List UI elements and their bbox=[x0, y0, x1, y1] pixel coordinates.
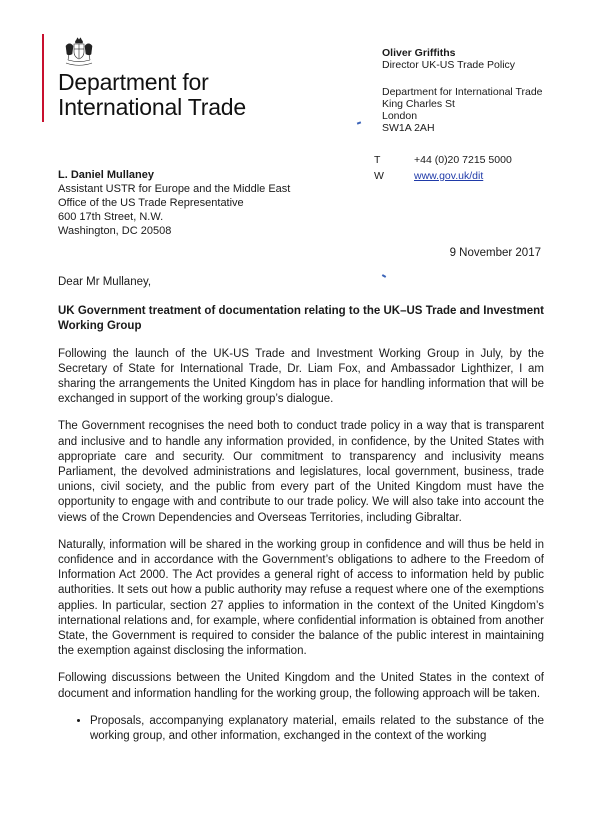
body-paragraph: Naturally, information will be shared in the working group in confidence and will thus be held in confidence and in accordance with the Government’s obligations to adhere to the Freedom of Information Act 2000. The Act provides a general right of access to information held by public authorities. It sets out how a public authority may refuse a request where one of the exemptions applies. In particular, section 27 applies to information in the context of the United Kingdom’s international relations and, for example, where confidential information is obtained from another State, the Government is required to consider the balance of the public interest in maintaining the exemption against disclosing the information. bbox=[58, 538, 544, 658]
scan-mark bbox=[357, 121, 361, 124]
letter-body bbox=[58, 275, 544, 744]
address-line: King Charles St bbox=[382, 98, 455, 110]
recipient-line: Office of the US Trade Representative bbox=[58, 197, 244, 209]
salutation: Dear Mr Mullaney, bbox=[58, 276, 152, 288]
web-row bbox=[374, 168, 512, 184]
department-name-line1: Department for bbox=[58, 69, 209, 95]
sender-name: Oliver Griffiths bbox=[382, 47, 456, 59]
recipient-line: Washington, DC 20508 bbox=[58, 225, 172, 237]
phone-row bbox=[374, 152, 512, 168]
bullet-list bbox=[58, 714, 544, 744]
website-link[interactable]: www.gov.uk/dit bbox=[414, 170, 484, 182]
body-paragraph: Following discussions between the United Kingdom and the United States in the context of document and information handling for the working group, the following approach will be taken. bbox=[58, 672, 544, 700]
department-name-line2: International Trade bbox=[58, 94, 246, 120]
contact-block bbox=[374, 152, 512, 184]
recipient-line: Assistant USTR for Europe and the Middle East bbox=[58, 183, 291, 195]
body-paragraph: Following the launch of the UK-US Trade and Investment Working Group in July, by the Secretary of State for International Trade, Dr. Liam Fox, and Ambassador Lighthizer, I am sharing the arrangements the United Kingdom has in place for handling information that will be exchanged in support of the working group’s dialogue. bbox=[58, 347, 544, 406]
brand-red-bar bbox=[42, 34, 44, 122]
recipient-line: 600 17th Street, N.W. bbox=[58, 211, 164, 223]
royal-coat-of-arms-icon bbox=[60, 36, 98, 70]
sender-title: Director UK-US Trade Policy bbox=[382, 59, 516, 71]
recipient-block bbox=[58, 168, 290, 238]
letter-date: 9 November 2017 bbox=[449, 247, 541, 259]
phone-label: T bbox=[374, 154, 381, 166]
address-line: SW1A 2AH bbox=[382, 122, 435, 134]
sender-block bbox=[382, 47, 515, 71]
web-label: W bbox=[374, 170, 384, 182]
address-line: Department for International Trade bbox=[382, 86, 543, 98]
recipient-name: L. Daniel Mullaney bbox=[58, 169, 154, 181]
subject-line: UK Government treatment of documentation relating to the UK–US Trade and Investment Working Group bbox=[58, 305, 544, 333]
bullet-item: • Proposals, accompanying explanatory material, emails related to the substance of the working group, and other information, exchanged in the context of the working bbox=[90, 714, 544, 744]
sender-address bbox=[382, 86, 543, 134]
phone-number: +44 (0)20 7215 5000 bbox=[414, 154, 512, 166]
address-line: London bbox=[382, 110, 418, 122]
department-name bbox=[58, 70, 246, 120]
body-paragraph: The Government recognises the need both to conduct trade policy in a way that is transparent and inclusive and to handle any information provided, in confidence, by the United States with appropriate care and security. Our commitment to transparency and inclusivity means Parliament, the devolved administrations and legislatures, local government, business, trade unions, civil society, and the public from every part of the United Kingdom must have the opportunity to engage with and contribute to our trade policy. We will also take into account the views of the Crown Dependencies and Overseas Territories, including Gibraltar. bbox=[58, 420, 544, 524]
